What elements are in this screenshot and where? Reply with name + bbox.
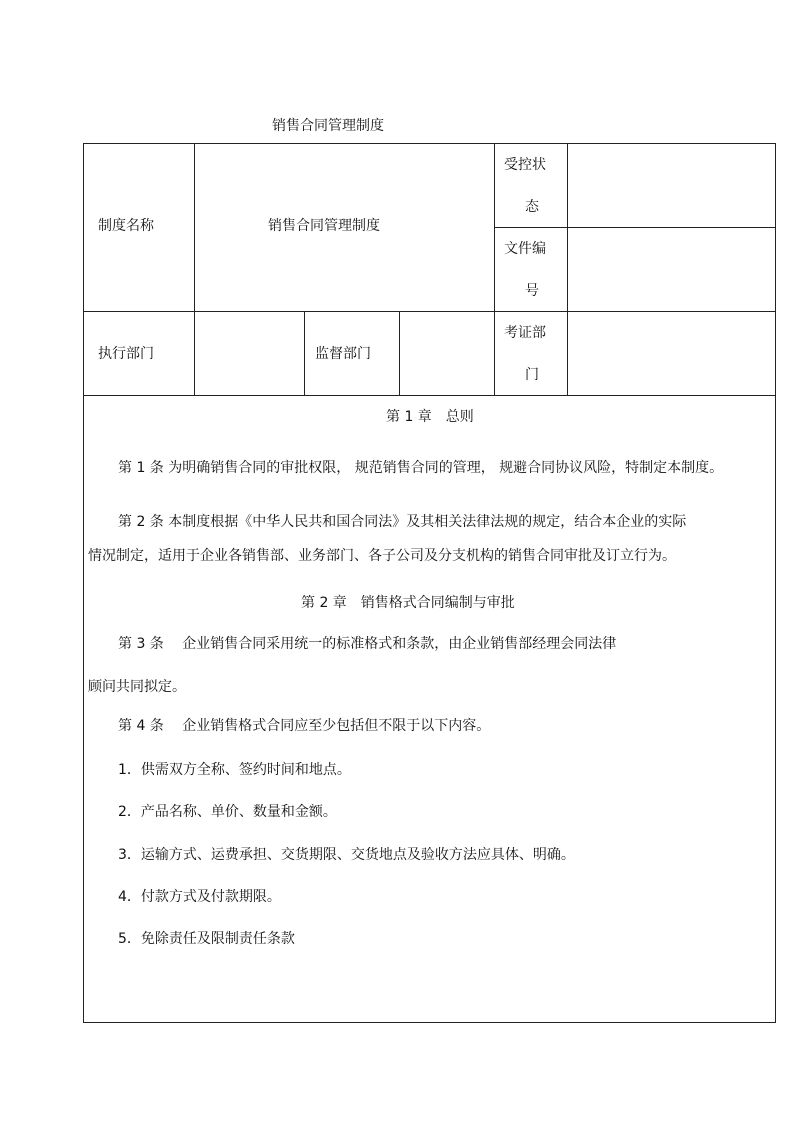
article-4: 第 4 条 企业销售格式合同应至少包括但不限于以下内容。	[118, 718, 491, 734]
article-2-line-2: 情况制定，适用于企业各销售部、业务部门、各子公司及分支机构的销售合同审批及订立行为。	[88, 548, 676, 564]
list-item: 3．运输方式、运费承担、交货期限、交货地点及验收方法应具体、明确。	[118, 847, 575, 863]
verify-dept-label-cont: 门	[525, 367, 539, 383]
chapter-2-heading: 第 2 章 销售格式合同编制与审批	[301, 595, 515, 611]
article-1: 第 1 条 为明确销售合同的审批权限， 规范销售合同的管理， 规避合同协议风险，特制定本制度。	[118, 460, 724, 476]
verify-dept-label: 考证部	[504, 325, 546, 341]
row-divider	[83, 395, 776, 396]
supervise-dept-label: 监督部门	[315, 346, 371, 362]
column-divider	[194, 143, 195, 396]
article-3-line-1: 第 3 条 企业销售合同采用统一的标准格式和条款，由企业销售部经理会同法律	[118, 636, 617, 652]
list-item: 1．供需双方全称、签约时间和地点。	[118, 762, 351, 778]
article-2-line-1: 第 2 条 本制度根据《中华人民共和国合同法》及其相关法律法规的规定，结合本企业的实际	[118, 514, 687, 530]
list-item: 2．产品名称、单价、数量和金额。	[118, 804, 337, 820]
column-divider	[304, 311, 305, 396]
exec-dept-label: 执行部门	[98, 346, 154, 362]
file-number-label-cont: 号	[525, 283, 539, 299]
list-item: 5．免除责任及限制责任条款	[118, 931, 295, 947]
article-3-line-2: 顾问共同拟定。	[88, 679, 186, 695]
file-number-label: 文件编	[504, 241, 546, 257]
column-divider	[567, 143, 568, 396]
row-divider	[83, 311, 776, 312]
row-divider	[494, 227, 776, 228]
policy-name-value: 销售合同管理制度	[268, 218, 380, 234]
policy-name-label: 制度名称	[98, 218, 154, 234]
column-divider	[399, 311, 400, 396]
chapter-1-heading: 第 1 章 总则	[386, 409, 474, 425]
control-status-label-cont: 态	[525, 199, 539, 215]
document-title: 销售合同管理制度	[272, 118, 384, 134]
list-item: 4．付款方式及付款期限。	[118, 889, 281, 905]
column-divider	[494, 143, 495, 396]
control-status-label: 受控状	[504, 157, 546, 173]
